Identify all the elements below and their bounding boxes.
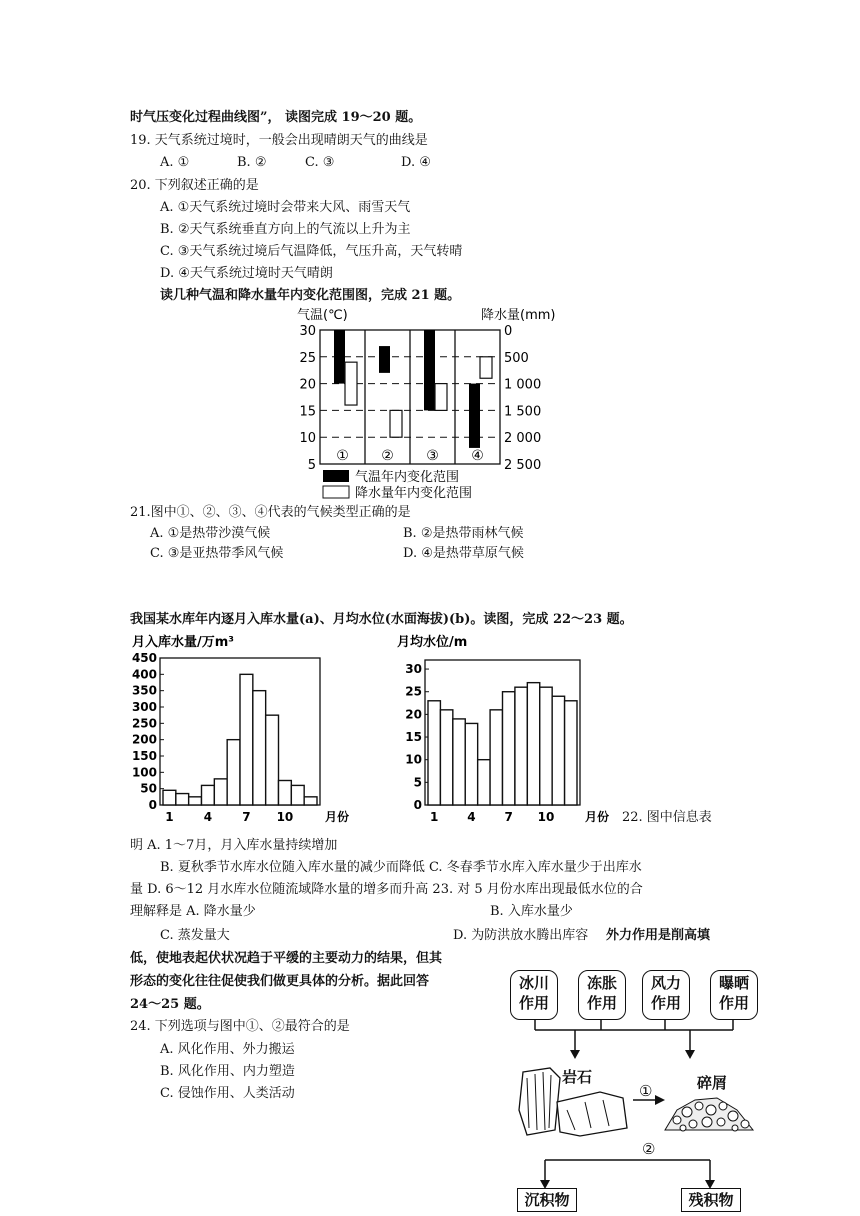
y-tick-label: 5 — [413, 775, 422, 790]
y-tick-left: 5 — [307, 458, 316, 473]
q20-option-d: D. ④天气系统过境时天气晴朗 — [160, 266, 333, 281]
process-label: 曝晒 作用 — [718, 974, 749, 1012]
temperature-range-bar — [469, 384, 480, 448]
question-20: 20. 下列叙述正确的是 — [130, 178, 259, 193]
month-bar — [176, 794, 189, 805]
x-tick-label: 7 — [504, 810, 513, 824]
monthly-inflow-chart — [125, 630, 365, 830]
month-bar — [552, 696, 564, 805]
y-tick-left: 20 — [299, 377, 316, 393]
intro-top: 时气压变化过程曲线图”， 读图完成 19～20 题。 — [130, 110, 422, 125]
q19-option-d: D. ④ — [401, 155, 431, 170]
temperature-range-bar — [424, 330, 435, 410]
climate-range-chart — [295, 306, 575, 502]
temperature-range-bar — [379, 346, 390, 373]
y-tick-left: 15 — [299, 404, 316, 420]
q21-option-a: A. ①是热带沙漠气候 — [150, 526, 271, 541]
y-tick-left: 10 — [299, 431, 316, 447]
x-tick-label: 10 — [537, 810, 555, 824]
month-bar — [189, 797, 202, 805]
y-tick-right: 500 — [504, 350, 529, 366]
intro-21: 读几种气温和降水量年内变化范围图，完成 21 题。 — [160, 288, 461, 303]
legend-precip-swatch — [323, 486, 349, 498]
month-bar — [527, 683, 539, 805]
question-24: 24. 下列选项与图中①、②最符合的是 — [130, 1019, 350, 1034]
category-label: ④ — [471, 448, 484, 464]
q22-line-c: 量 D. 6～12 月水库水位随流域降水量的增多而升高 23. 对 5 月份水库出现最低水位的合 — [130, 882, 643, 897]
x-tick-label: 1 — [165, 810, 174, 824]
y-tick-label: 15 — [405, 730, 422, 745]
debris-label: 碎屑 — [697, 1074, 728, 1092]
month-bar — [453, 719, 465, 805]
monthly-water-level-chart — [395, 630, 640, 830]
q20-option-b: B. ②天气系统垂直方向上的气流以上升为主 — [160, 222, 411, 237]
process-label: 冰川 作用 — [518, 974, 549, 1012]
x-tick-label: 4 — [467, 810, 476, 824]
y-tick-label: 450 — [131, 651, 157, 665]
y-tick-label: 25 — [405, 684, 422, 699]
month-bar — [465, 723, 477, 805]
intro-24-line-b: 形态的变化往往促使我们做更具体的分析。据此回答 — [130, 974, 430, 989]
month-bar — [253, 691, 266, 805]
x-tick-label: 7 — [242, 810, 251, 824]
y-axis-title: 月入库水量/万m³ — [132, 635, 234, 650]
q24-option-c: C. 侵蚀作用、人类活动 — [160, 1086, 295, 1101]
q20-option-c: C. ③天气系统过境后气温降低，气压升高，天气转晴 — [160, 244, 463, 259]
precipitation-range-bar — [435, 384, 447, 411]
arrow-2-label: ② — [642, 1140, 656, 1158]
q22-line-b: B. 夏秋季节水库水位随入库水量的减少而降低 C. 冬春季节水库入库水量少于出库水 — [160, 860, 642, 875]
month-bar — [291, 785, 304, 805]
q21-option-c: C. ③是亚热带季风气候 — [150, 546, 284, 561]
y-tick-right: 0 — [504, 324, 513, 339]
y-tick-label: 20 — [405, 707, 422, 722]
x-axis-title: 月份 — [585, 810, 610, 824]
month-bar — [279, 781, 292, 806]
temperature-range-bar — [334, 330, 345, 384]
q19-option-b: B. ② — [237, 155, 267, 170]
y-tick-label: 400 — [131, 667, 157, 682]
q23-option-c: C. 蒸发量大 — [160, 928, 230, 943]
intro-24-line-c: 24～25 题。 — [130, 997, 210, 1012]
month-bar — [240, 674, 253, 805]
y-tick-label: 30 — [405, 662, 422, 677]
x-tick-label: 4 — [203, 810, 213, 824]
month-bar — [515, 687, 527, 805]
month-bar — [478, 760, 490, 805]
y-tick-right: 2 000 — [504, 431, 542, 447]
q24-option-b: B. 风化作用、内力塑造 — [160, 1064, 295, 1079]
x-tick-label: 10 — [276, 810, 294, 824]
y-tick-label: 150 — [131, 749, 157, 763]
q19-option-a: A. ① — [160, 155, 190, 170]
question-22-head: 22. 图中信息表 — [622, 810, 712, 825]
residue-box: 残积物 — [681, 1188, 741, 1212]
y-tick-right: 2 500 — [504, 458, 542, 473]
weathering-diagram — [505, 960, 775, 1212]
precipitation-range-bar — [345, 362, 357, 405]
left-axis-title: 气温(℃) — [297, 308, 348, 323]
precipitation-range-bar — [390, 410, 402, 437]
y-tick-label: 10 — [405, 752, 422, 767]
q23-option-a: 理解释是 A. 降水量少 — [130, 904, 256, 919]
month-bar — [540, 687, 552, 805]
y-tick-label: 0 — [413, 798, 422, 812]
month-bar — [304, 797, 317, 805]
month-bar — [163, 790, 176, 805]
y-tick-label: 300 — [131, 700, 157, 714]
y-tick-label: 250 — [131, 716, 157, 731]
category-label: ③ — [426, 448, 439, 464]
q23-option-b: B. 入库水量少 — [490, 904, 573, 919]
intro-24-head: 外力作用是削高填 — [606, 928, 711, 943]
y-tick-label: 0 — [148, 798, 157, 812]
y-tick-left: 30 — [299, 324, 316, 339]
month-bar — [428, 701, 440, 805]
x-tick-label: 1 — [430, 810, 439, 824]
legend-temperature-swatch — [323, 470, 349, 482]
month-bar — [440, 710, 452, 805]
q20-option-a: A. ①天气系统过境时会带来大风、雨雪天气 — [160, 200, 411, 215]
category-label: ① — [336, 448, 349, 464]
question-19: 19. 天气系统过境时，一般会出现晴朗天气的曲线是 — [130, 133, 428, 148]
debris-icon — [665, 1098, 753, 1131]
q19-option-c: C. ③ — [305, 155, 335, 170]
legend-temperature-label: 气温年内变化范围 — [355, 470, 460, 485]
y-tick-right: 1 500 — [504, 404, 542, 420]
y-tick-left: 25 — [299, 350, 316, 366]
intro-24-line-a: 低，使地表起伏状况趋于平缓的主要动力的结果，但其 — [130, 951, 443, 966]
process-label: 冻胀 作用 — [586, 974, 617, 1012]
sediment-box: 沉积物 — [517, 1188, 577, 1212]
y-tick-label: 350 — [131, 683, 157, 698]
q24-option-a: A. 风化作用、外力搬运 — [160, 1042, 295, 1057]
x-axis-title: 月份 — [325, 810, 350, 824]
y-tick-right: 1 000 — [504, 377, 542, 393]
q21-option-d: D. ④是热带草原气候 — [403, 546, 524, 561]
question-21: 21.图中①、②、③、④代表的气候类型正确的是 — [130, 505, 411, 520]
rock-label: 岩石 — [562, 1068, 593, 1086]
y-tick-label: 200 — [131, 732, 157, 747]
month-bar — [227, 740, 240, 805]
category-label: ② — [381, 448, 394, 464]
q23-option-d: D. 为防洪放水腾出库容 — [453, 928, 589, 943]
q21-option-b: B. ②是热带雨林气候 — [403, 526, 524, 541]
month-bar — [503, 692, 515, 805]
q22-line-a: 明 A. 1～7月，月入库水量持续增加 — [130, 838, 338, 853]
intro-22: 我国某水库年内逐月入库水量(a)、月均水位(水面海拔)(b)。读图，完成 22～23 题。 — [130, 612, 633, 627]
month-bar — [202, 785, 215, 805]
legend-precip-label: 降水量年内变化范围 — [355, 486, 473, 501]
month-bar — [266, 715, 279, 805]
process-label: 风力 作用 — [650, 974, 681, 1012]
month-bar — [490, 710, 502, 805]
month-bar — [565, 701, 577, 805]
arrow-1-label: ① — [639, 1082, 653, 1100]
y-axis-title: 月均水位/m — [397, 635, 468, 650]
right-axis-title: 降水量(mm) — [481, 308, 556, 323]
y-tick-label: 50 — [140, 781, 157, 796]
y-tick-label: 100 — [131, 765, 157, 780]
month-bar — [214, 779, 227, 805]
precipitation-range-bar — [480, 357, 492, 378]
